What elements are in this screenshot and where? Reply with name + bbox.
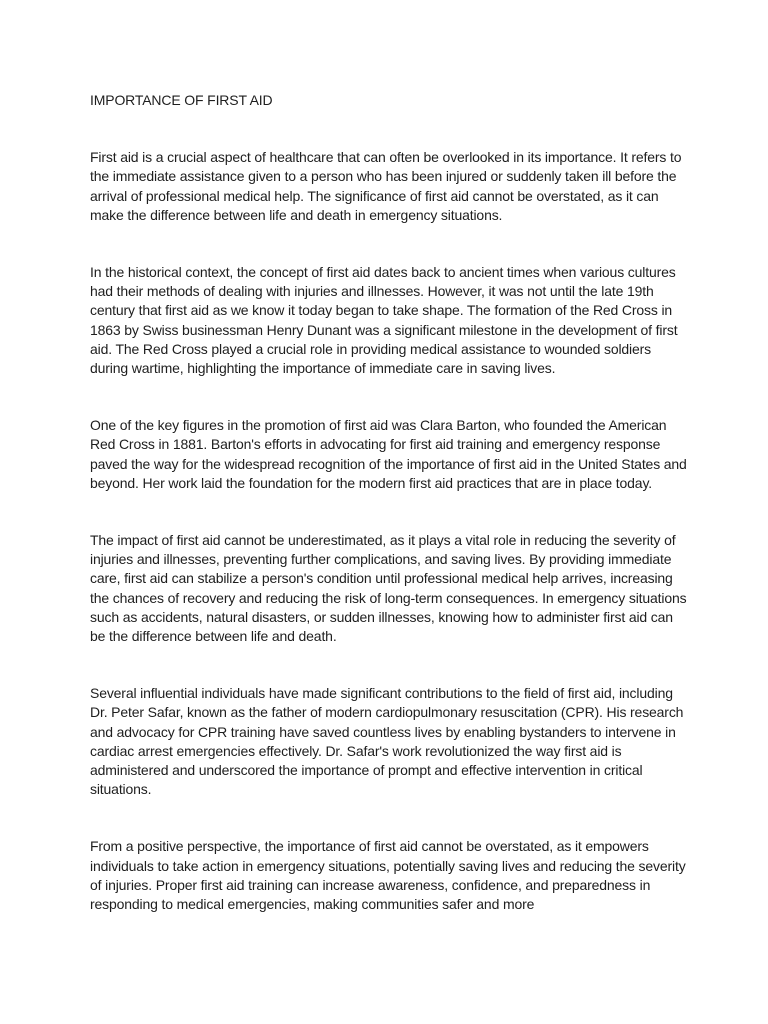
- spacer: [90, 646, 690, 684]
- document-title: IMPORTANCE OF FIRST AID: [90, 92, 273, 108]
- paragraph-positive-perspective: From a positive perspective, the importance of first aid cannot be overstated, as it empowers individuals to take action in emergency situations, potentially saving lives and reducing the severity of injuries. Proper first aid training can increase awareness, confidence, and preparedness in responding to medical emergencies, making communities safer and more: [90, 838, 686, 913]
- document-body: [90, 91, 690, 914]
- spacer: [90, 378, 690, 416]
- spacer: [90, 110, 690, 148]
- paragraph-clara-barton: One of the key figures in the promotion of first aid was Clara Barton, who founded the American Red Cross in 1881. Barton's efforts in advocating for first aid training and emergency response paved the way for the widespread recognition of the importance of first aid in the United States and beyond. Her work laid the foundation for the modern first aid practices that are in place today.: [90, 417, 687, 491]
- paragraph-impact: The impact of first aid cannot be underestimated, as it plays a vital role in reducing the severity of injuries and illnesses, preventing further complications, and saving lives. By providing immediate care, first aid can stabilize a person's condition until professional medical help arrives, increasing the chances of recovery and reducing the risk of long-term consequences. In emergency situations such as accidents, natural disasters, or sudden illnesses, knowing how to administer first aid can be the difference between life and death.: [90, 532, 687, 645]
- paragraph-history: In the historical context, the concept of first aid dates back to ancient times when various cultures had their methods of dealing with injuries and illnesses. However, it was not until the late 19th century that first aid as we know it today began to take shape. The formation of the Red Cross in 1863 by Swiss businessman Henry Dunant was a significant milestone in the development of first aid. The Red Cross played a crucial role in providing medical assistance to wounded soldiers during wartime, highlighting the importance of immediate care in saving lives.: [90, 264, 678, 377]
- spacer: [90, 493, 690, 531]
- spacer: [90, 225, 690, 263]
- paragraph-intro: First aid is a crucial aspect of healthcare that can often be overlooked in its importance. It refers to the immediate assistance given to a person who has been injured or suddenly taken ill before the arrival of professional medical help. The significance of first aid cannot be overstated, as it can make the difference between life and death in emergency situations.: [90, 149, 682, 223]
- paragraph-peter-safar: Several influential individuals have made significant contributions to the field of first aid, including Dr. Peter Safar, known as the father of modern cardiopulmonary resuscitation (CPR). His research and advocacy for CPR training have saved countless lives by enabling bystanders to intervene in cardiac arrest emergencies effectively. Dr. Safar's work revolutionized the way first aid is administered and underscored the importance of prompt and effective intervention in critical situations.: [90, 685, 684, 798]
- spacer: [90, 799, 690, 837]
